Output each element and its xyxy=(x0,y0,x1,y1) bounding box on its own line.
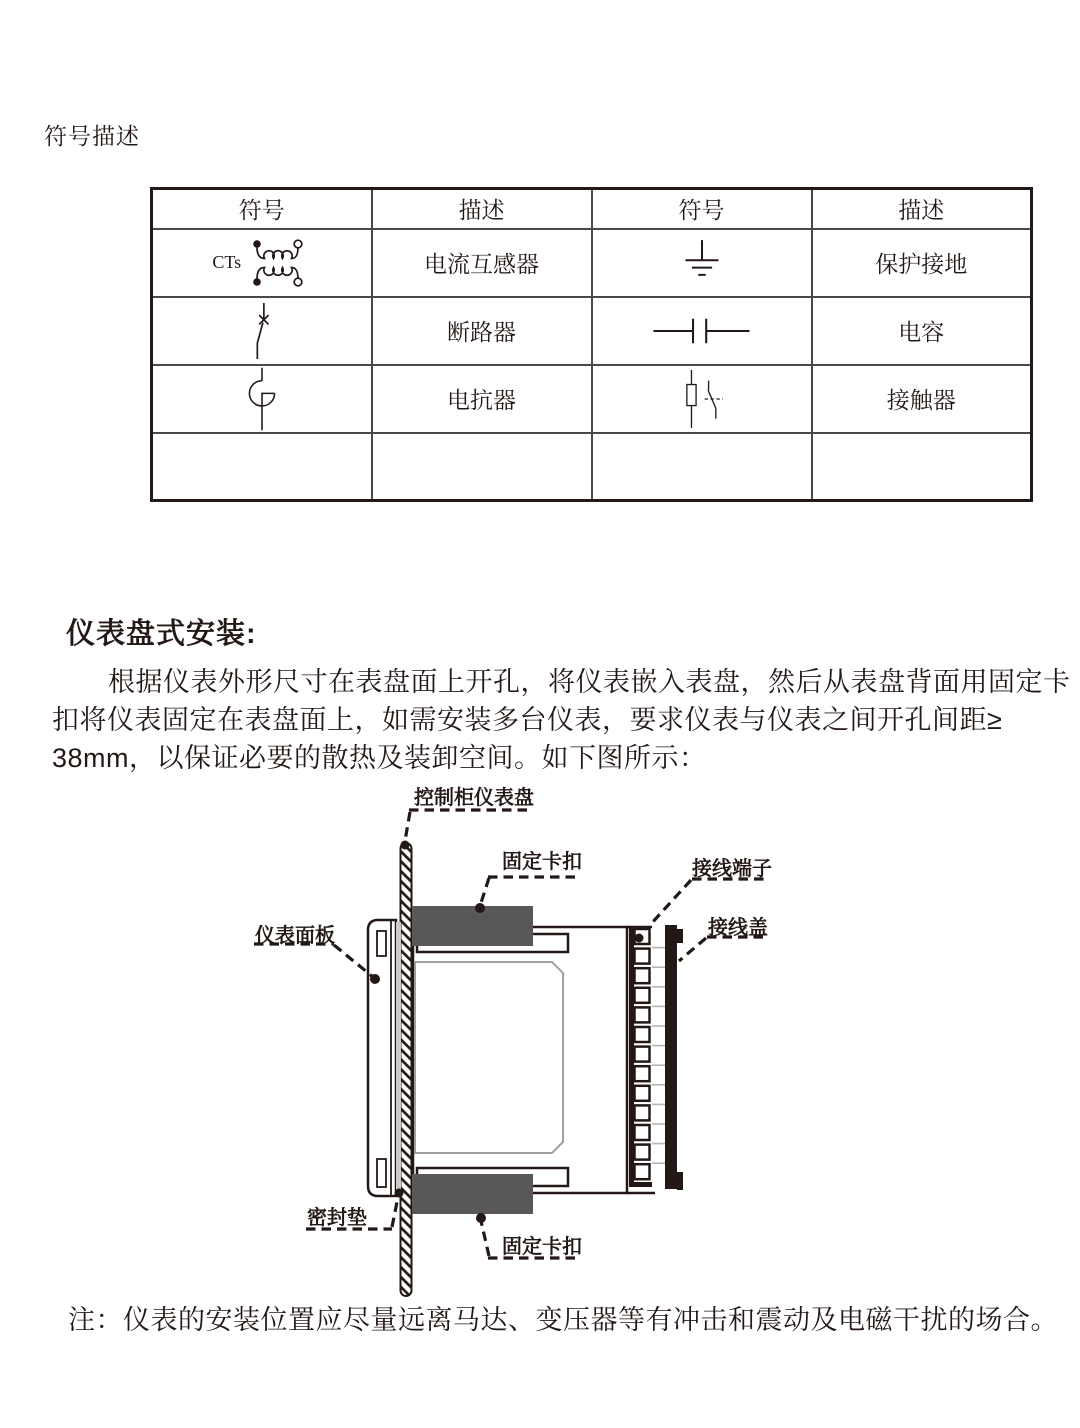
col-header-desc-2: 描述 xyxy=(812,189,1032,229)
clip-bottom-label: 固定卡扣 xyxy=(502,1236,582,1258)
col-header-desc-1: 描述 xyxy=(372,189,592,229)
faceplate-leader-dot xyxy=(370,974,380,984)
symbol-section-title: 符号描述 xyxy=(44,124,140,149)
clip-top-leader-line xyxy=(480,878,489,906)
capacitor-icon xyxy=(649,315,754,347)
clip-top-label: 固定卡扣 xyxy=(502,851,582,873)
circuit-breaker-icon xyxy=(248,301,276,361)
fixing-clip-bottom xyxy=(412,1174,533,1214)
fixing-clip-top xyxy=(412,906,533,946)
symbol-cell-contactor xyxy=(592,365,812,433)
terminal-block-label: 接线端子 xyxy=(692,858,772,880)
reactor-icon xyxy=(240,366,284,432)
empty-cell xyxy=(592,433,812,501)
symbol-cell-current-transformer xyxy=(152,229,372,297)
current-transformer-icon xyxy=(247,236,311,290)
panel-label: 控制柜仪表盘 xyxy=(414,787,534,809)
empty-cell xyxy=(152,433,372,501)
table-row xyxy=(152,365,1032,433)
installation-heading: 仪表盘式安装: xyxy=(66,618,257,650)
gasket-leader-dot xyxy=(395,1189,404,1198)
desc-cell: 接触器 xyxy=(812,365,1032,433)
terminal-cover-label: 接线盖 xyxy=(708,917,768,939)
table-row xyxy=(152,297,1032,365)
desc-cell: 电容 xyxy=(812,297,1032,365)
terminal-cover-bar xyxy=(665,925,683,1190)
symbol-table xyxy=(150,187,1033,502)
sealing-gasket xyxy=(396,922,401,1194)
protective-earth-icon xyxy=(680,238,724,288)
panel-hatched-bar xyxy=(401,843,412,1296)
panel-leader-dot xyxy=(401,841,410,850)
table-row-empty xyxy=(152,433,1032,501)
contactor-icon xyxy=(677,368,727,430)
symbol-cell-protective-earth xyxy=(592,229,812,297)
installation-paragraph-line: 根据仪表外形尺寸在表盘面上开孔，将仪表嵌入表盘，然后从表盘背面用固定卡 xyxy=(108,667,1071,697)
installation-paragraph-line: 扣将仪表固定在表盘面上，如需安装多台仪表，要求仪表与仪表之间开孔间距≥ xyxy=(52,705,1003,735)
ct-label: CTs xyxy=(212,252,242,272)
cover-leader-line xyxy=(679,938,706,961)
display-window xyxy=(415,962,563,1153)
gasket-leader-line xyxy=(392,1197,398,1227)
terminal-leader-line xyxy=(650,880,691,925)
col-header-symbol-2: 符号 xyxy=(592,189,812,229)
clip-bottom-leader-dot xyxy=(476,1213,486,1223)
panel-leader-line xyxy=(405,812,410,841)
installation-note: 注：仪表的安装位置应尽量远离马达、变压器等有冲击和震动及电磁干扰的场合。 xyxy=(68,1305,1058,1335)
instrument-faceplate xyxy=(368,920,396,1196)
terminal-block xyxy=(629,926,665,1187)
desc-cell: 保护接地 xyxy=(812,229,1032,297)
desc-cell: 电抗器 xyxy=(372,365,592,433)
clip-bottom-leader-line xyxy=(481,1221,489,1256)
empty-cell xyxy=(812,433,1032,501)
symbol-cell-circuit-breaker xyxy=(152,297,372,365)
faceplate-label: 仪表面板 xyxy=(255,925,335,947)
col-header-symbol-1: 符号 xyxy=(152,189,372,229)
terminal-leader-dot xyxy=(635,934,644,943)
desc-cell: 断路器 xyxy=(372,297,592,365)
clip-top-leader-dot xyxy=(475,903,485,913)
table-row xyxy=(152,229,1032,297)
table-header-row xyxy=(152,189,1032,229)
desc-cell: 电流互感器 xyxy=(372,229,592,297)
symbol-cell-capacitor xyxy=(592,297,812,365)
empty-cell xyxy=(372,433,592,501)
gasket-label: 密封垫 xyxy=(307,1207,367,1229)
installation-paragraph-line: 38mm，以保证必要的散热及装卸空间。如下图所示： xyxy=(52,743,707,773)
symbol-cell-reactor xyxy=(152,365,372,433)
